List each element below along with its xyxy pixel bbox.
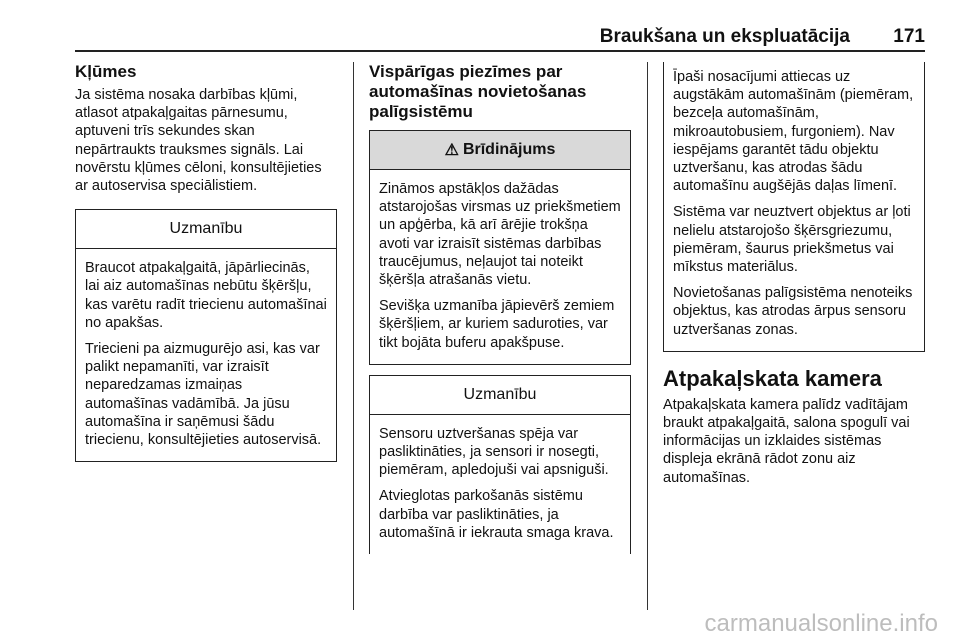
caution-box — [75, 209, 337, 462]
watermark: carmanualsonline.info — [704, 610, 938, 637]
page-number: 171 — [893, 26, 925, 47]
caution-title: Uzmanību — [370, 376, 630, 415]
warning-paragraph: Zināmos apstākļos dažādas atstarojošas virsmas uz priekšmetiem un apģērba, kā arī ārējie trokšņa avoti var izraisīt sistēmas darbības traucējumus, neļaujot tai noteikt šķēršļa atrašanās vietu. — [379, 181, 621, 289]
caution-box-continued — [663, 62, 925, 352]
faults-paragraph: Ja sistēma nosaka darbības kļūmi, atlasot atpakaļgaitas pārnesumu, aptuveni trīs sekundes skan nepārtraukts trauksmes signāls. Lai novērstu kļūmes cēloni, konsultējieties ar autoservisa speciālistiem. — [75, 87, 322, 195]
section-heading-faults: Kļūmes — [75, 62, 137, 81]
caution-paragraph: Sensoru uztveršanas spēja var pasliktināties, ja sensori ir nosegti, piemēram, apledojuši vai apsniguši. — [379, 425, 609, 479]
continued-paragraph: Novietošanas palīgsistēma nenoteiks objektus, kas atrodas ārpus sensoru uztveršanas zonas. — [673, 285, 913, 338]
column-2 — [369, 62, 631, 554]
column-1 — [75, 62, 337, 462]
rear-camera-paragraph: Atpakaļskata kamera palīdz vadītājam braukt atpakaļgaitā, salona spogulī vai informācijas un izklaides sistēmas displeja ekrānā rādot zonu aiz automašīnas. — [663, 396, 910, 486]
column-divider — [353, 62, 354, 610]
column-divider — [647, 62, 648, 610]
section-heading-parking-assist: Vispārīgas piezīmes par automašīnas novietošanas palīgsistēmu — [369, 62, 587, 121]
page-header — [75, 24, 925, 52]
caution-paragraph: Triecieni pa aizmugurējo asi, kas var palikt nepamanīti, var izraisīt neparedzamas izmaiņas automašīnas vadāmībā. Ja jūsu automašīna ir saņēmusi šādu triecienu, konsultējieties autoservisā. — [85, 341, 322, 449]
continued-paragraph: Īpaši nosacījumi attiecas uz augstākām automašīnām (piemēram, bezceļa automašīnām, mikroautobusiem, furgoniem). Nav iespējams garantēt tādu objektu uztveršanu, kas atrodas šādu automašīnu augšējās daļas līmenī. — [673, 69, 914, 195]
warning-body — [370, 170, 630, 364]
caution-body-continued — [664, 62, 924, 351]
caution-box — [369, 375, 631, 554]
caution-body — [370, 415, 630, 554]
section-heading-rear-camera: Atpakaļskata kamera — [663, 365, 882, 391]
warning-box — [369, 130, 631, 365]
warning-triangle-icon: ⚠ — [444, 142, 459, 159]
caution-paragraph: Atvieglotas parkošanās sistēmu darbība var pasliktināties, ja automašīnā ir iekrauta smaga krava. — [379, 488, 614, 541]
warning-title: Brīdinājums — [462, 141, 556, 158]
caution-title: Uzmanību — [76, 210, 336, 249]
warning-header — [370, 131, 630, 170]
warning-paragraph: Sevišķa uzmanība jāpievērš zemiem šķēršļiem, ar kuriem saduroties, var tikt bojāta buferu apakšpuse. — [379, 298, 615, 351]
header-title: Braukšana un ekspluatācija — [599, 26, 850, 47]
continued-paragraph: Sistēma var neuztvert objektus ar ļoti nelielu atstarojošo šķērsgriezumu, piemēram, šaurus priekšmetus vai mīkstus materiālus. — [673, 204, 911, 276]
column-3 — [663, 62, 925, 495]
caution-body — [76, 249, 336, 461]
caution-paragraph: Braucot atpakaļgaitā, jāpārliecinās, lai aiz automašīnas nebūtu šķēršļu, kas varētu radīt triecienu automašīnai no apakšas. — [85, 260, 327, 331]
